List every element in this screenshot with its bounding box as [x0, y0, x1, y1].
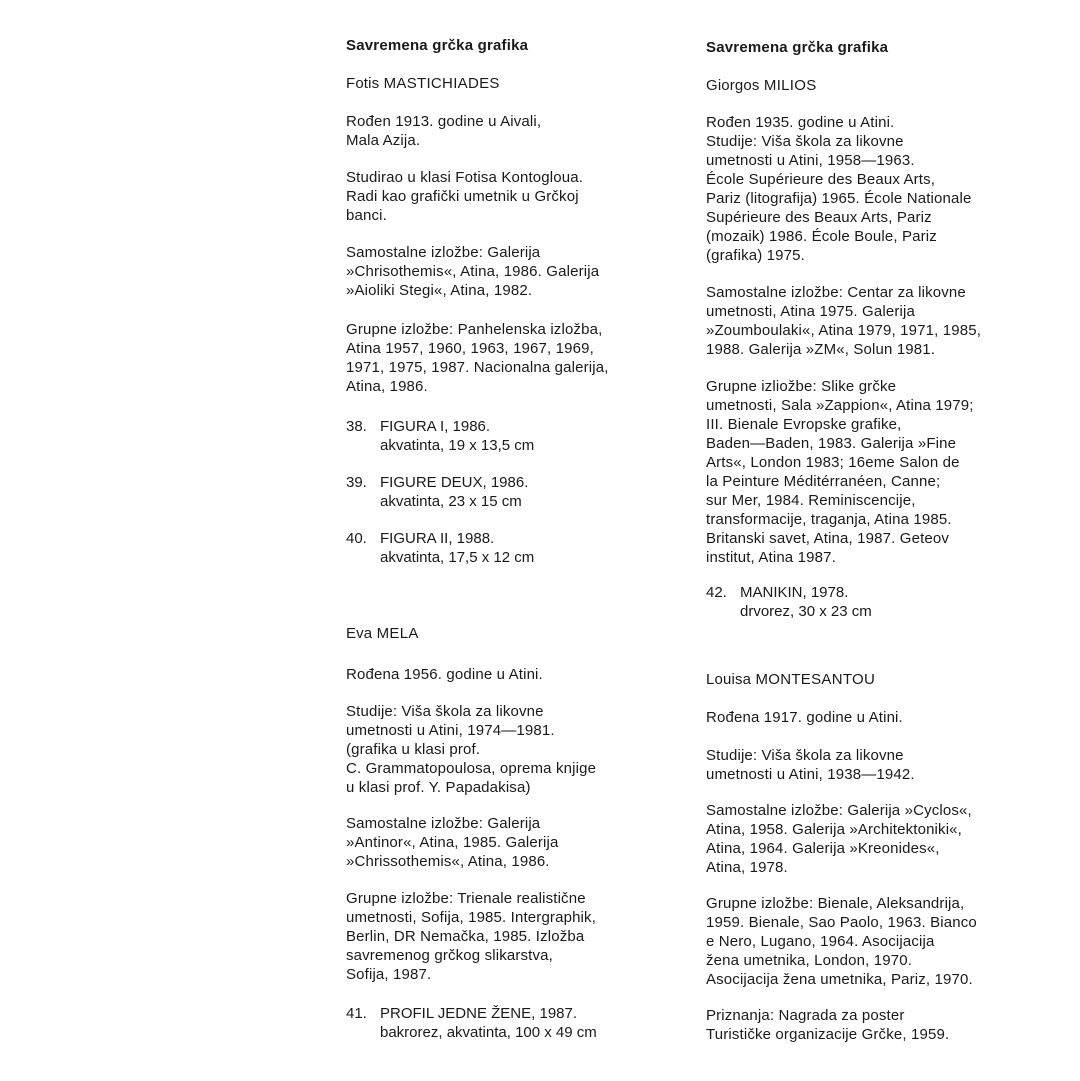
artist-last-name: MELA: [376, 625, 419, 642]
artist-name-mastichiades: [346, 74, 686, 93]
work-details: FIGURE DEUX, 1986. akvatinta, 23 x 15 cm: [380, 474, 529, 510]
catalog-work-40: [346, 529, 686, 567]
work-number: 38.: [346, 418, 367, 435]
artist-solo-exhibitions: Samostalne izložbe: Centar za likovne umetnosti, Atina 1975. Galerija »Zoumboulaki«, Atina 1979, 1971, 1985, 1988. Galerija »ZM«, Solun 1981.: [706, 284, 982, 358]
artist-birth: Rođena 1917. godine u Atini.: [706, 709, 903, 726]
artist-group-exhibitions: Grupne izložbe: Bienale, Aleksandrija, 1959. Bienale, Sao Paolo, 1963. Bianco e Nero, Lugano, 1964. Asocijacija žena umetnika, London, 1970. Asocijacija žena umetnika, Pariz, 1970.: [706, 895, 977, 988]
artist-group-exhibitions: Grupne izložbe: Trienale realistične umetnosti, Sofija, 1985. Intergraphik, Berlin, DR Nemačka, 1985. Izložba savremenog grčkog slikarstva, Sofija, 1987.: [346, 890, 597, 983]
artist-awards: Priznanja: Nagrada za poster Turističke organizacije Grčke, 1959.: [706, 1007, 950, 1043]
work-details: FIGURA II, 1988. akvatinta, 17,5 x 12 cm: [380, 530, 535, 566]
work-details: FIGURA I, 1986. akvatinta, 19 x 13,5 cm: [380, 418, 535, 454]
artist-name-montesantou: [706, 670, 1046, 689]
artist-study: Studije: Viša škola za likovne umetnosti u Atini, 1938—1942.: [706, 747, 915, 783]
work-number: 41.: [346, 1005, 367, 1022]
work-details: PROFIL JEDNE ŽENE, 1987. bakrorez, akvatinta, 100 x 49 cm: [380, 1005, 597, 1041]
artist-last-name: MONTESANTOU: [755, 671, 876, 688]
artist-first-name: Louisa: [706, 671, 752, 688]
catalog-work-38: [346, 417, 686, 455]
artist-last-name: MASTICHIADES: [383, 75, 500, 92]
artist-birth: Rođen 1913. godine u Aivali, Mala Azija.: [346, 113, 542, 149]
artist-last-name: MILIOS: [763, 77, 817, 94]
artist-study: Studije: Viša škola za likovne umetnosti u Atini, 1974—1981. (grafika u klasi prof. C. Grammatopoulosa, oprema knjige u klasi prof. Y. Papadakisa): [346, 703, 597, 796]
work-details: MANIKIN, 1978. drvorez, 30 x 23 cm: [740, 584, 872, 620]
artist-first-name: Eva: [346, 625, 373, 642]
work-number: 39.: [346, 474, 367, 491]
artist-study: Studirao u klasi Fotisa Kontogloua. Radi kao grafički umetnik u Grčkoj banci.: [346, 169, 584, 224]
running-header-left: Savremena grčka grafika: [346, 37, 529, 54]
artist-name-milios: [706, 76, 1046, 95]
catalog-work-41: [346, 1004, 686, 1042]
work-number: 40.: [346, 530, 367, 547]
artist-bio: Rođen 1935. godine u Atini. Studije: Viša škola za likovne umetnosti u Atini, 1958—1963. École Supérieure des Beaux Arts, Pariz (litografija) 1965. École Nationale Supérieure des Beaux Arts, Pariz (mozaik) 1986. École Boule, Pariz (grafika) 1975.: [706, 114, 972, 264]
catalog-work-39: [346, 473, 686, 511]
catalog-work-42: [706, 583, 1046, 621]
work-number: 42.: [706, 584, 727, 601]
artist-solo-exhibitions: Samostalne izložbe: Galerija »Cyclos«, Atina, 1958. Galerija »Architektoniki«, Atina, 1964. Galerija »Kreonides«, Atina, 1978.: [706, 802, 972, 876]
artist-solo-exhibitions: Samostalne izložbe: Galerija »Chrisothemis«, Atina, 1986. Galerija »Aioliki Stegi«, Atina, 1982.: [346, 244, 600, 299]
artist-solo-exhibitions: Samostalne izložbe: Galerija »Antinor«, Atina, 1985. Galerija »Chrissothemis«, Atina, 1986.: [346, 815, 559, 870]
artist-group-exhibitions: Grupne izliožbe: Slike grčke umetnosti, Sala »Zappion«, Atina 1979; III. Bienale Evropske grafike, Baden—Baden, 1983. Galerija »Fine Arts«, London 1983; 16eme Salon de la Peinture Méditérranéen, Canne; sur Mer, 1984. Reminiscencije, transformacije, traganja, Atina 1985. Britanski savet, Atina, 1987. Geteov institut, Atina 1987.: [706, 378, 974, 566]
artist-group-exhibitions: Grupne izložbe: Panhelenska izložba, Atina 1957, 1960, 1963, 1967, 1969, 1971, 1975, 1987. Nacionalna galerija, Atina, 1986.: [346, 321, 609, 395]
artist-name-mela: [346, 624, 686, 643]
artist-first-name: Giorgos: [706, 77, 760, 94]
running-header-right: Savremena grčka grafika: [706, 39, 889, 56]
artist-birth: Rođena 1956. godine u Atini.: [346, 666, 543, 683]
artist-first-name: Fotis: [346, 75, 380, 92]
